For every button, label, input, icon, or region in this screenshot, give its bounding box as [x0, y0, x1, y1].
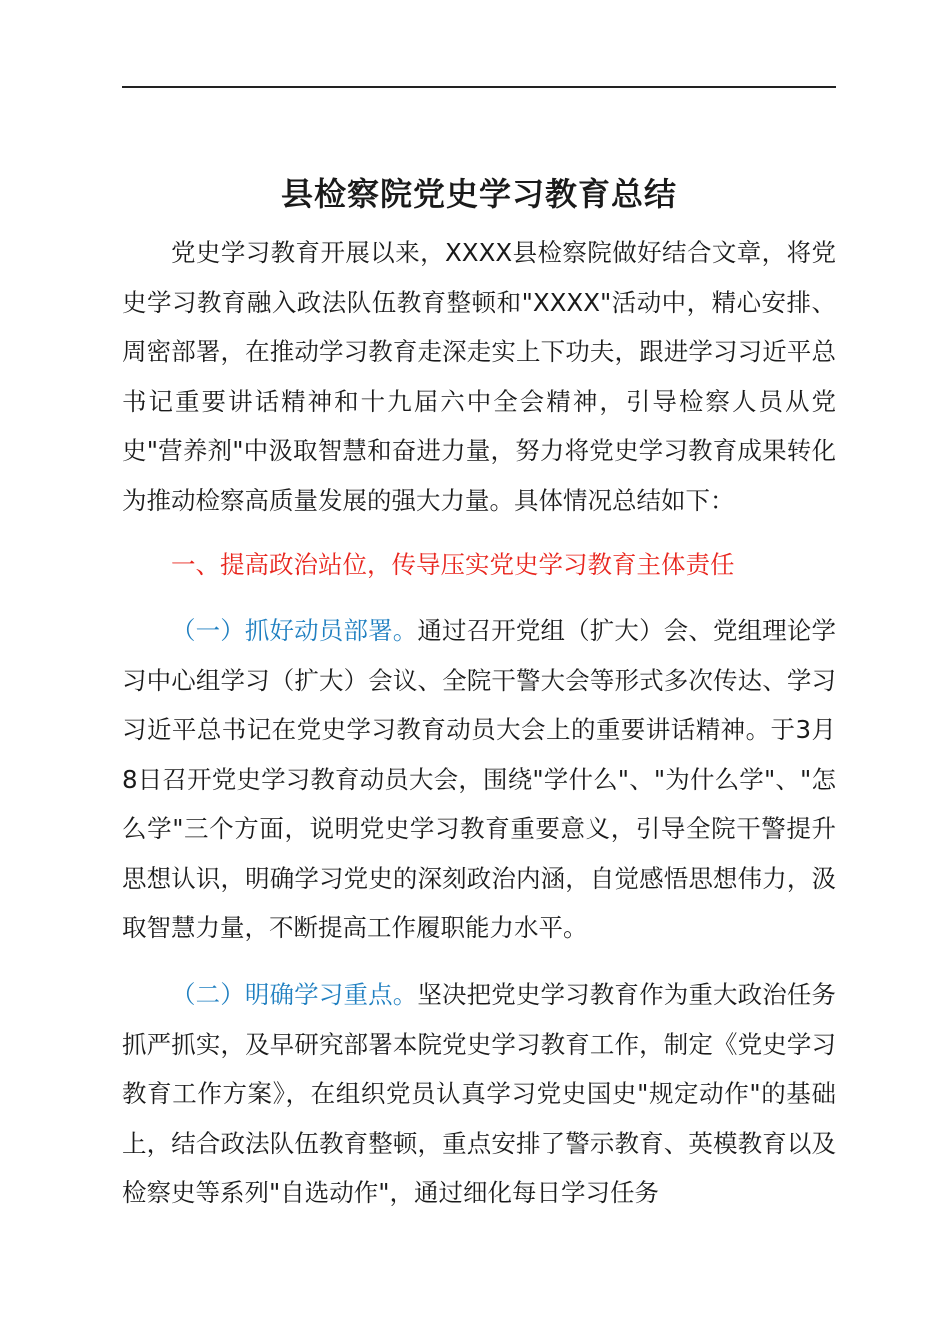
subsection-paragraph-2	[122, 970, 836, 1218]
header-rule	[122, 86, 836, 88]
subsection-text: 坚决把党史学习教育作为重大政治任务抓严抓实，及早研究部署本院党史学习教育工作，制定《党史学习教育工作方案》，在组织党员认真学习党史国史"规定动作"的基础上，结合政法队伍教育整顿，重点安排了警示教育、英模教育以及检察史等系列"自选动作"，通过细化每日学习任务	[122, 980, 837, 1207]
document-title: 县检察院党史学习教育总结	[280, 175, 677, 214]
subsection-paragraph-1	[122, 606, 836, 953]
section-heading: 一、提高政治站位，传导压实党史学习教育主体责任	[171, 550, 735, 579]
intro-paragraph: 党史学习教育开展以来，XXXX县检察院做好结合文章，将党史学习教育融入政法队伍教育整顿和"XXXX"活动中，精心安排、周密部署，在推动学习教育走深走实上下功夫，跟进学习习近平总书记重要讲话精神和十九届六中全会精神，引导检察人员从党史"营养剂"中汲取智慧和奋进力量，努力将党史学习教育成果转化为推动检察高质量发展的强大力量。具体情况总结如下：	[122, 238, 836, 515]
subsection-text: 通过召开党组（扩大）会、党组理论学习中心组学习（扩大）会议、全院干警大会等形式多次传达、学习习近平总书记在党史学习教育动员大会上的重要讲话精神。于3月8日召开党史学习教育动员大会，围绕"学什么"、"为什么学"、"怎么学"三个方面，说明党史学习教育重要意义，引导全院干警提升思想认识，明确学习党史的深刻政治内涵，自觉感悟思想伟力，汲取智慧力量，不断提高工作履职能力水平。	[122, 616, 837, 942]
subsection-label: （二）明确学习重点。	[171, 980, 418, 1009]
subsection-label: （一）抓好动员部署。	[171, 616, 418, 645]
